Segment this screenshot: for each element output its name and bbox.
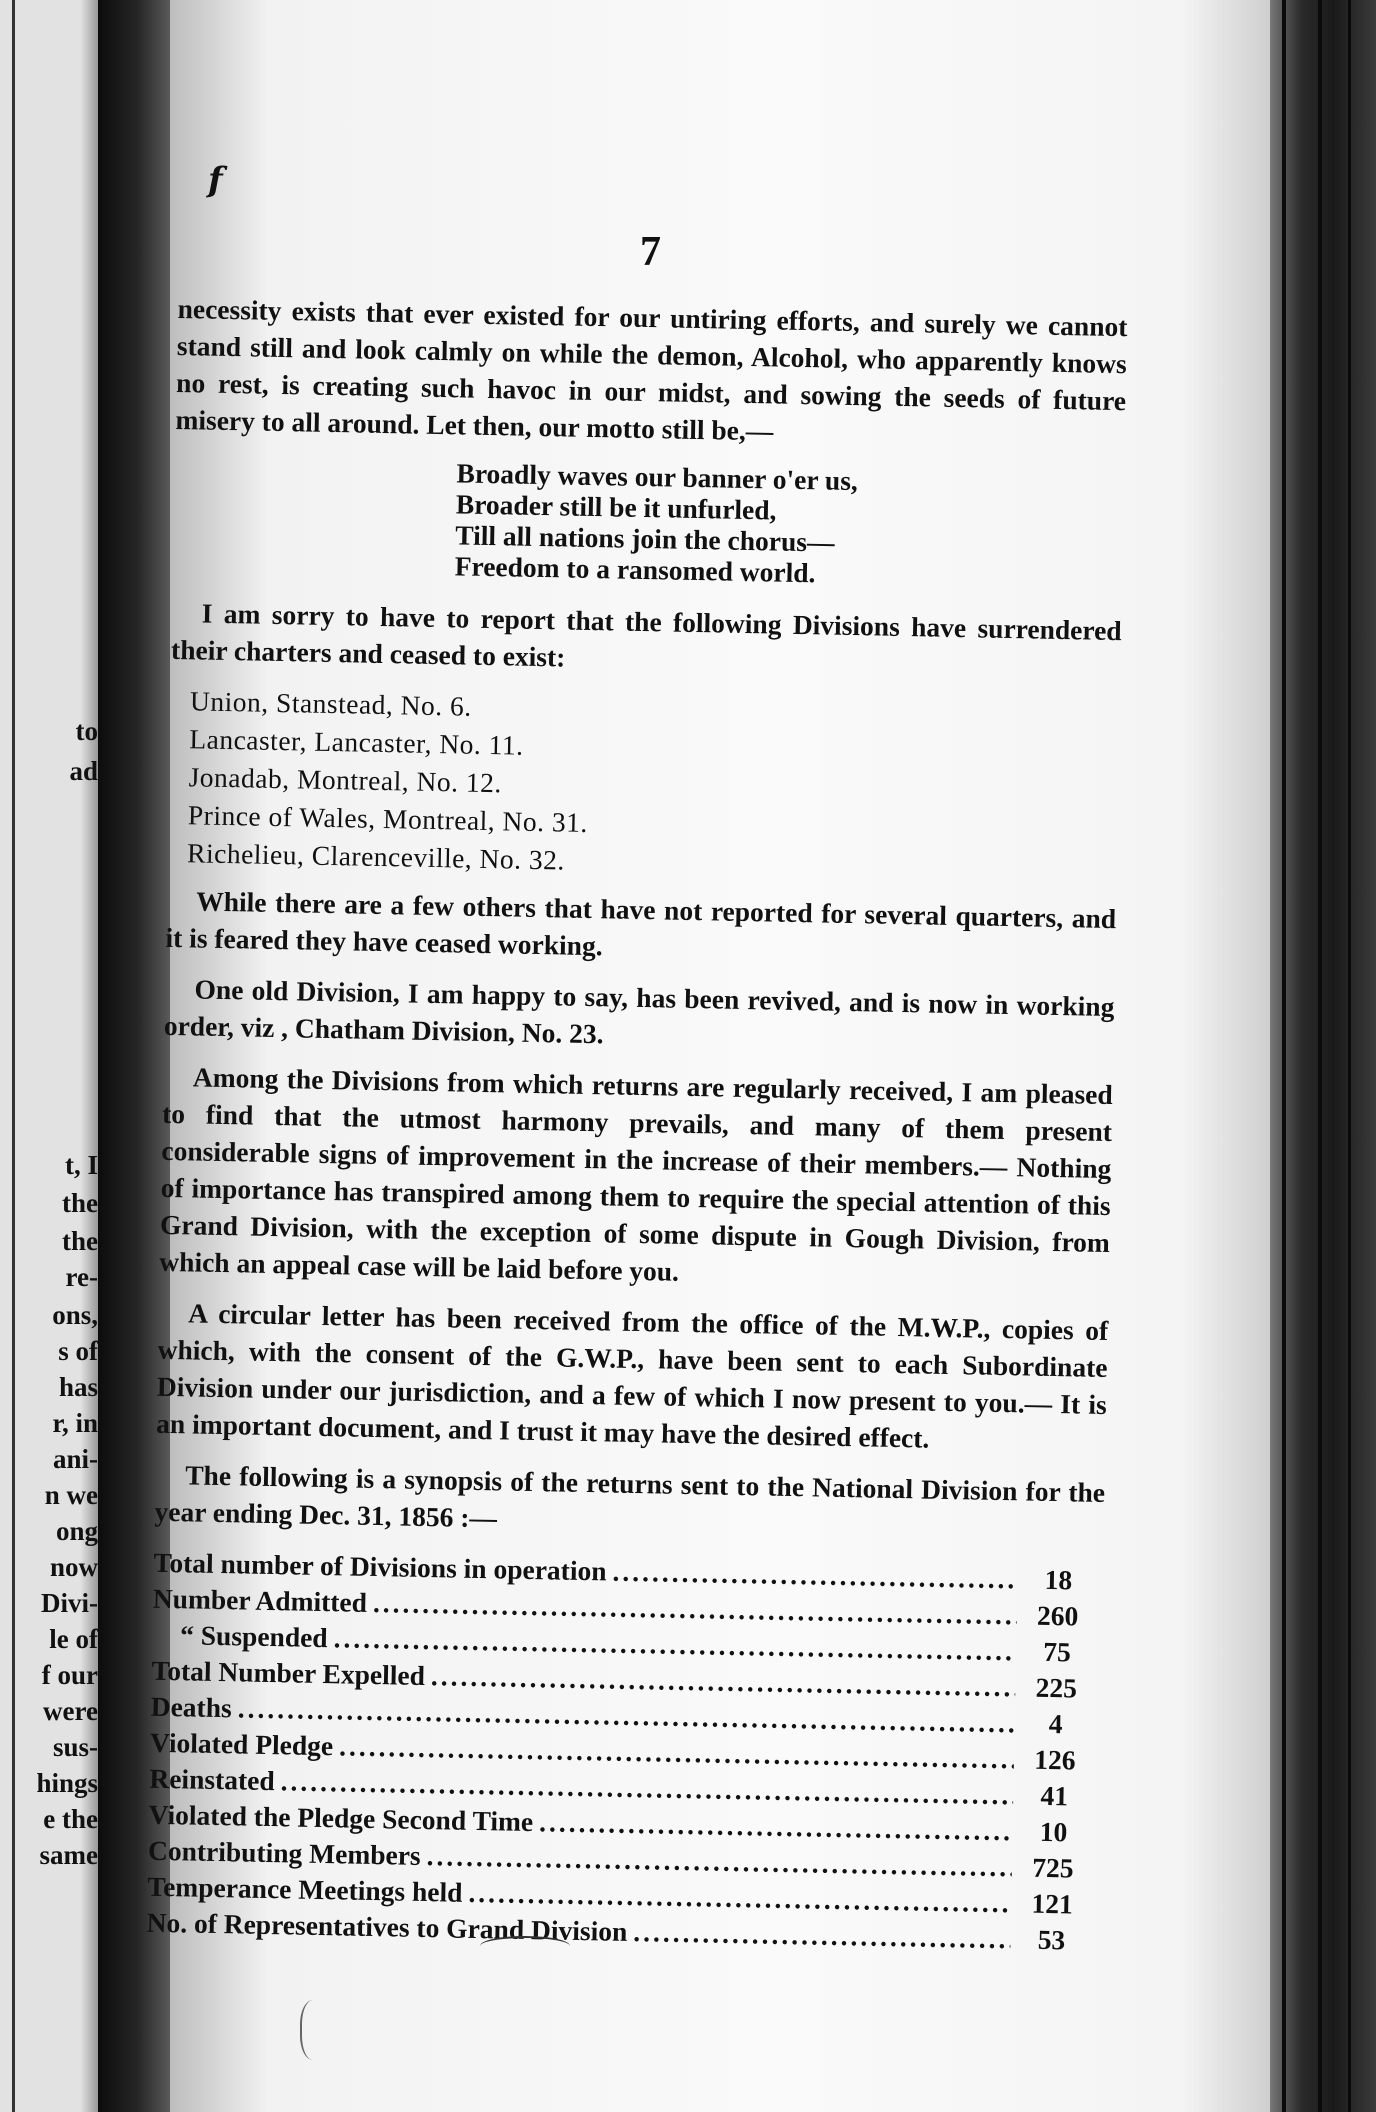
left-page-fragment: r, in: [52, 1408, 98, 1438]
row-value: 10: [1039, 1815, 1068, 1848]
row-label: Temperance Meetings held: [147, 1870, 463, 1908]
left-page-fragment: ani-: [52, 1444, 98, 1474]
left-facing-page: [0, 0, 98, 2112]
paragraph: The following is a synopsis of the returns sent to the National Division for the year ending Dec. 31, 1856 :—: [154, 1459, 1106, 1534]
list-item: Richelieu, Clarenceville, No. 32.: [186, 837, 566, 876]
list-item: Prince of Wales, Montreal, No. 31.: [187, 799, 589, 838]
left-page-fragment: now: [49, 1552, 98, 1582]
left-page-fragment: f our: [41, 1660, 98, 1690]
row-value: 75: [1042, 1635, 1072, 1668]
paragraph: necessity exists that ever existed for our untiring efforts, and surely we cannot stand still and look calmly on while the demon, Alcohol, who apparently knows no rest, is creating such havoc in our midst, and sowing the seeds of future misery to all around. Let then, our motto still be,—: [175, 292, 1128, 447]
row-label: Deaths: [150, 1690, 233, 1724]
right-edge-line: [1318, 0, 1322, 2112]
row-label: Violated the Pledge Second Time: [148, 1798, 534, 1838]
row-label: Violated Pledge: [149, 1726, 334, 1762]
left-page-fragment: the: [62, 1188, 98, 1218]
list-item: Lancaster, Lancaster, No. 11.: [189, 723, 524, 761]
row-label: Reinstated: [149, 1762, 275, 1797]
left-page-fragment: same: [39, 1840, 98, 1870]
paragraph: One old Division, I am happy to say, has been revived, and is now in working order, viz , Chatham Division, No. 23.: [163, 973, 1115, 1050]
stray-ink-mark: f: [208, 160, 223, 200]
left-page-fragment: Divi-: [41, 1588, 98, 1618]
row-label: Total number of Divisions in operation: [153, 1546, 607, 1587]
row-value: 225: [1035, 1671, 1078, 1704]
left-page-fragment: ad: [69, 756, 98, 786]
row-label: No. of Representatives to Grand Division: [146, 1906, 628, 1947]
synopsis-table: [146, 1544, 1103, 1958]
left-page-fragment: the: [62, 1226, 98, 1256]
page-number: 7: [640, 229, 661, 275]
paragraph: A circular letter has been received from the office of the M.W.P., copies of which, with the consent of the G.W.P., have been sent to each Subordinate Division under our jurisdiction, and a few of which I now present to you.— It is an important document, and I trust it may have the desired effect.: [155, 1297, 1109, 1454]
left-page-fragment: e the: [43, 1804, 98, 1834]
row-label: Contributing Members: [147, 1834, 421, 1871]
row-label: Number Admitted: [152, 1582, 368, 1618]
left-page-fragment: ons,: [52, 1300, 98, 1330]
row-value: 4: [1048, 1707, 1063, 1740]
verse-stanza: [454, 457, 1124, 594]
surrendered-divisions-list: [187, 682, 1120, 890]
verse-line: Broader still be it unfurled,: [455, 488, 777, 526]
list-item: Union, Stanstead, No. 6.: [189, 685, 473, 722]
left-page-fragment: n we: [44, 1480, 98, 1510]
left-page-fragment: ong: [55, 1516, 98, 1546]
paragraph: Among the Divisions from which returns are regularly received, I am pleased to find that the utmost harmony prevails, and many of them present considerable signs of improvement in the increase of their members.— Nothing of importance has transpired among them to require the special attention of this Grand Division, with the exception of some dispute in Gough Division, from which an appeal case will be laid before you.: [159, 1061, 1114, 1287]
row-value: 126: [1034, 1743, 1076, 1776]
verse-line: Till all nations join the chorus—: [455, 519, 835, 558]
row-value: 121: [1031, 1887, 1074, 1920]
left-page-fragment: t, I: [65, 1150, 98, 1180]
left-page-fragment: to: [75, 716, 98, 746]
left-page-fragment: sus-: [52, 1732, 98, 1762]
left-page-edge: [12, 0, 15, 2112]
pencil-mark: [300, 2000, 332, 2060]
pencil-mark: [480, 1936, 570, 1956]
row-value: 53: [1037, 1923, 1066, 1956]
right-book-edge: [1270, 0, 1376, 2112]
paragraph: I am sorry to have to report that the following Divisions have surrendered their charters and ceased to exist:: [170, 597, 1122, 673]
left-page-fragment: re-: [65, 1262, 98, 1292]
dot-leader: [633, 1913, 1011, 1957]
row-label: “ Suspended: [179, 1619, 328, 1654]
right-edge-line: [1348, 0, 1351, 2112]
row-value: 41: [1040, 1779, 1069, 1812]
left-page-fragment: le of: [49, 1624, 98, 1654]
verse-line: Freedom to a ransomed world.: [454, 550, 816, 589]
left-page-fragment: has: [58, 1372, 98, 1402]
verse-line: Broadly waves our banner o'er us,: [456, 457, 859, 497]
left-page-fragment: were: [43, 1696, 98, 1726]
paragraph: While there are a few others that have not reported for several quarters, and it is feared they have ceased working.: [165, 885, 1117, 962]
row-value: 725: [1031, 1851, 1074, 1884]
right-edge-line: [1282, 0, 1286, 2112]
row-value: 260: [1036, 1599, 1079, 1632]
list-item: Jonadab, Montreal, No. 12.: [188, 761, 503, 799]
row-label: Total Number Expelled: [151, 1654, 426, 1691]
left-page-fragment: hings: [36, 1768, 98, 1798]
left-page-fragment: s of: [58, 1336, 98, 1366]
row-value: 18: [1044, 1563, 1073, 1596]
page-body: [146, 290, 1128, 1958]
